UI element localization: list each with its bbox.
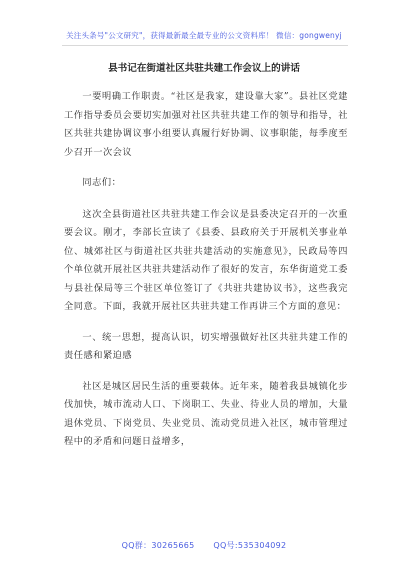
document-body xyxy=(64,88,348,464)
paragraph-greeting: 同志们： xyxy=(82,177,122,188)
document-title: 县书记在街道社区共驻共建工作会议上的讲话 xyxy=(108,63,300,74)
footer-qq-number: QQ号:535304092 xyxy=(213,541,287,550)
paragraph-section-heading: 一、统一思想，提高认识，切实增强做好社区共驻共建工作的责任感和紧迫感 xyxy=(64,331,348,361)
paragraph-meeting-intro: 这次全县街道社区共驻共建工作会议是县委决定召开的一次重要会议。刚才，李部长宣读了《县委、县政府关于开展机关事业单位、城郊社区与街道社区共驻共建活动的实施意见》，民政局等四个单位就开展社区共驻共建活动作了很好的发言，东华街道党工委与县社保局等三个驻区单位签订了《共驻共建协议书》，这些我完全同意。下面，我就开展社区共驻共建工作再讲三个方面的意见： xyxy=(64,208,348,312)
footer-contacts xyxy=(0,540,408,551)
footer-qq-group: QQ群：30265665 xyxy=(121,541,195,550)
paragraph-duties: 一要明确工作职责。“社区是我家，建设靠大家”。县社区党建工作指导委员会要切实加强对社区共驻共建工作的领导和指导，社区共驻共建协调议事小组要认真履行好协调、议事职能，每季度至少召开一次会议 xyxy=(64,91,348,158)
paragraph-community-context: 社区是城区居民生活的重要载体。近年来，随着我县城镇化步伐加快，城市流动人口、下岗职工、失业、待业人员的增加，大量退休党员、下岗党员、失业党员、流动党员进入社区，城市管理过程中的矛盾和问题日益增多， xyxy=(64,380,348,447)
header-divider xyxy=(62,45,348,46)
header-note: 关注头条号"公文研究"，获得最新最全最专业的公文资料库！ 微信：gongwenyj xyxy=(66,31,342,40)
